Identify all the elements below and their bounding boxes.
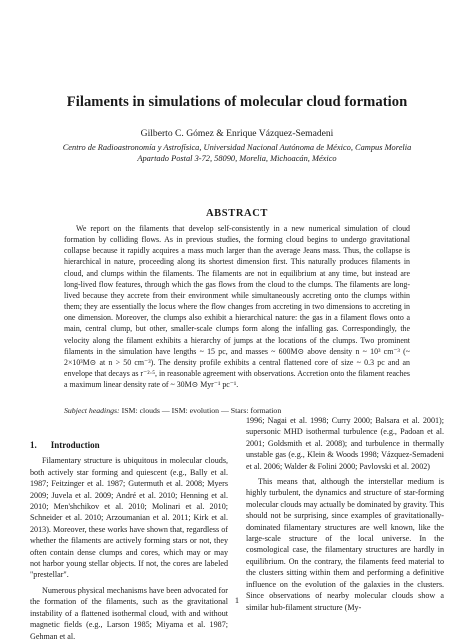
abstract-body xyxy=(64,223,410,390)
subject-headings-text: ISM: clouds — ISM: evolution — Stars: formation xyxy=(119,406,282,415)
section-heading xyxy=(30,440,228,451)
subject-headings-label: Subject headings: xyxy=(64,406,120,415)
right-column xyxy=(246,415,444,613)
affiliation xyxy=(30,142,444,164)
affiliation-line: Apartado Postal 3-72, 58090, Morelia, Michoacán, México xyxy=(137,154,337,164)
section-number: 1. xyxy=(30,440,37,450)
section-title: Introduction xyxy=(50,440,100,450)
paper-title: Filaments in simulations of molecular cloud formation xyxy=(66,94,408,110)
abstract-heading: ABSTRACT xyxy=(206,208,268,219)
page-number: 1 xyxy=(234,596,240,605)
paragraph: This means that, although the interstellar medium is highly turbulent, the dynamics and structure of star-forming molecular clouds may actually be dominated by gravity. This should not be surprising, since examples of gravitationally-dominated filamentary structures are well known, like the large-scale structure of the local universe. In the cosmological case, the filamentary structures are hardly in equilibrium. On the contrary, the filaments feed material to the clusters sitting within them and performing a definitive influence on the evolution of the galaxies in the clusters. Since observations of nearby molecular clouds show a similar hub-filament structure (My- xyxy=(246,477,444,612)
author-list: Gilberto C. Gómez & Enrique Vázquez-Semadeni xyxy=(140,128,334,139)
paragraph: 1996; Nagai et al. 1998; Curry 2000; Balsara et al. 2001); supersonic MHD isothermal turbulence (e.g., Padoan et al. 2001; Goldsmith et al. 2008); and turbulence in thermally unstable gas (e.g., Klein & Woods 1998; Vázquez-Semadeni et al. 2006; Walder & Folini 2000; Pavlovski et al. 2002) xyxy=(246,416,444,471)
left-column xyxy=(30,440,228,642)
paragraph: Filamentary structure is ubiquitous in molecular clouds, both actively star forming and quiescent (e.g., Bally et al. 1987; Feitzinger et al. 1987; Gutermuth et al. 2008; Myers 2009; Juvela et al. 2009; André et al. 2010; Henning et al. 2010; Men'shchikov et al. 2010; Molinari et al. 2010; Schneider et al. 2010; Arzoumanian et al. 2011; Kirk et al. 2013). Moreover, these works have shown that, regardless of whether the filaments are actively forming stars or not, they often contain dense clumps and cores, which may or may not harbor young stellar objects. If not, the cores are labeled "prestellar". xyxy=(30,456,228,580)
affiliation-line: Centro de Radioastronomía y Astrofísica, Universidad Nacional Autónoma de México, Campus Morelia xyxy=(62,143,412,152)
paragraph: Numerous physical mechanisms have been advocated for the formation of the filaments, such as the gravitational instability of a flattened isothermal cloud, with and without magnetic fields (e.g., Larson 1985; Miyama et al. 1987; Gehman et al. xyxy=(30,585,228,641)
abstract-text: We report on the filaments that develop self-consistently in a new numerical simulation of cloud formation by colliding flows. As in previous studies, the forming cloud begins to undergo gravitational collapse because it rapidly acquires a mass much larger than the average Jeans mass. Thus, the collapse is hierarchical in nature, proceeding along its shortest dimension first. This naturally produces filaments in cloud, and clumps within the filaments. The filaments are not in equilibrium at any time, but instead are long-lived flow features, through which the gas flows from the cloud to the clumps. The filaments are long-lived because they accrete from their environment while simultaneously accreting onto the clumps within them; they are essentially the locus where the flow changes from accreting in two dimensions to accreting in one dimension. Moreover, the clumps also exhibit a hierarchical nature: the gas in a filament flows onto a main, central clump, but other, smaller-scale clumps form along the infalling gas. Correspondingly, the velocity along the filament exhibits a hierarchy of jumps at the locations of the clumps. Two prominent filaments in the simulation have lengths ~ 15 pc, and masses ~ 600M⊙ above density n ~ 10³ cm⁻³ (~ 2×10³M⊙ at n > 50 cm⁻³). The density profile exhibits a central flattened core of size ~ 0.3 pc and an envelope that decays as r⁻²·⁵, in reasonable agreement with observations. Accretion onto the filament reaches a maximum linear density rate of ~ 30M⊙ Myr⁻¹ pc⁻¹. xyxy=(64,224,410,390)
